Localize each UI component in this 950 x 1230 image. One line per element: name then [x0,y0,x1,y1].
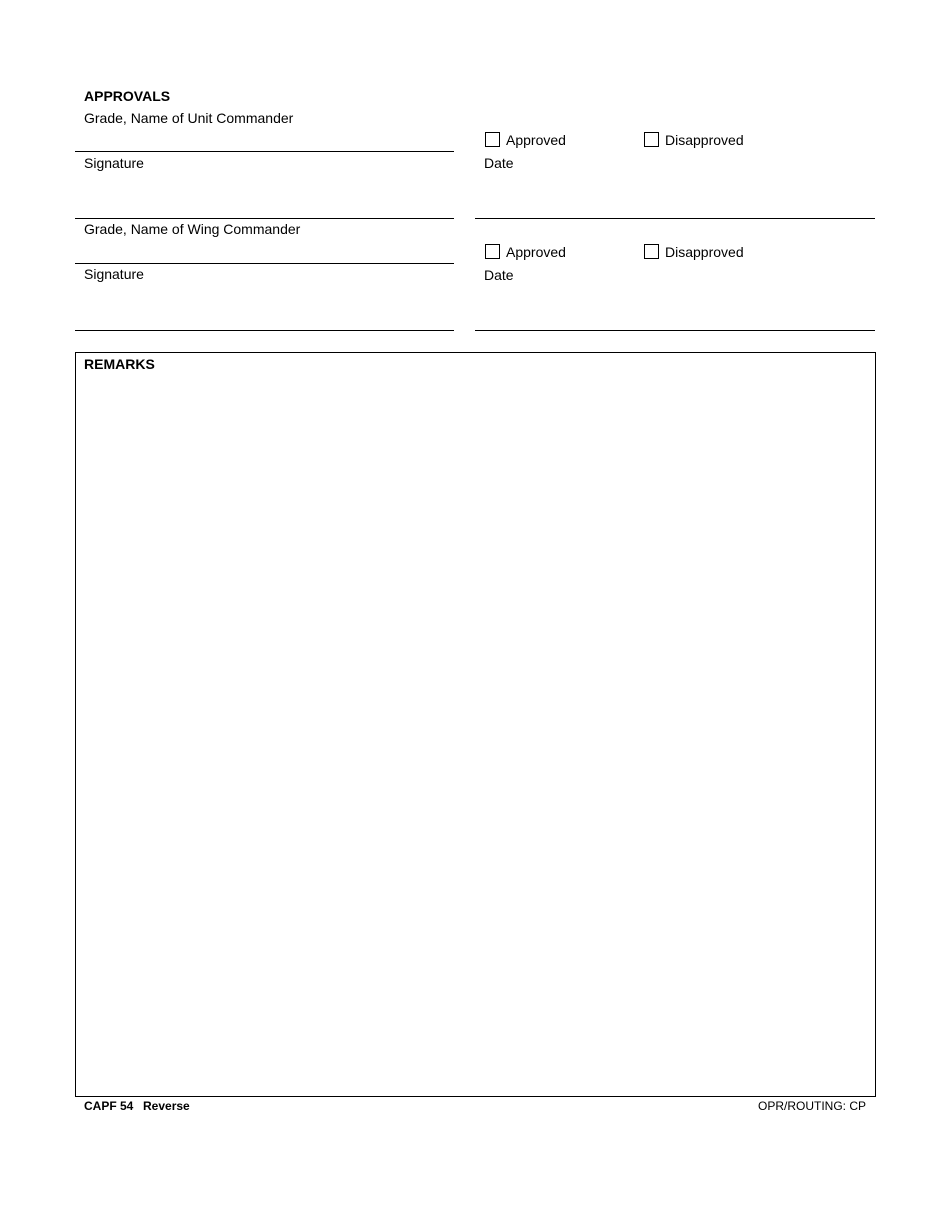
wing-date-label: Date [484,267,514,283]
unit-approved-label: Approved [506,132,566,148]
wing-signature-label: Signature [84,266,144,282]
unit-commander-name-line[interactable] [75,151,454,152]
wing-date-line[interactable] [475,330,875,331]
wing-disapproved-checkbox[interactable] [644,244,659,259]
wing-approved-checkbox[interactable] [485,244,500,259]
unit-approved-checkbox[interactable] [485,132,500,147]
unit-disapproved-label: Disapproved [665,132,744,148]
remarks-box[interactable] [75,352,876,1097]
wing-commander-name-label: Grade, Name of Wing Commander [84,221,301,237]
wing-approved-label: Approved [506,244,566,260]
footer-form-id: CAPF 54 [84,1099,134,1113]
approvals-heading: APPROVALS [84,88,171,104]
wing-disapproved-label: Disapproved [665,244,744,260]
unit-signature-label: Signature [84,155,144,171]
wing-signature-line[interactable] [75,330,454,331]
unit-signature-line[interactable] [75,218,454,219]
remarks-heading: REMARKS [84,356,155,372]
footer-routing: OPR/ROUTING: CP [757,1099,866,1113]
wing-commander-name-line[interactable] [75,263,454,264]
unit-date-label: Date [484,155,514,171]
unit-date-line[interactable] [475,218,875,219]
unit-disapproved-checkbox[interactable] [644,132,659,147]
unit-commander-name-label: Grade, Name of Unit Commander [84,110,294,126]
footer-side: Reverse [143,1099,190,1113]
